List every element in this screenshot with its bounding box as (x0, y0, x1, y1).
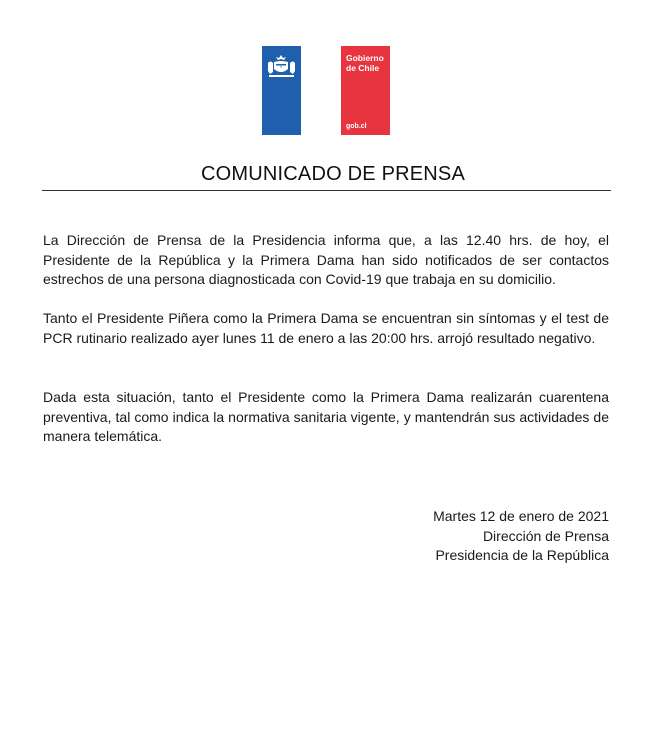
signature-institution: Presidencia de la República (435, 547, 609, 563)
signature-date: Martes 12 de enero de 2021 (433, 508, 609, 524)
logo-url-text: gob.cl (346, 123, 367, 130)
signature-block (433, 507, 609, 566)
paragraph-2: Tanto el Presidente Piñera como la Primera Dama se encuentran sin síntomas y el test de PCR rutinario realizado ayer lunes 11 de enero a las 20:00 hrs. arrojó resultado negativo. (43, 310, 609, 346)
coat-of-arms-icon (265, 54, 298, 80)
paragraph-3: Dada esta situación, tanto el Presidente como la Primera Dama realizarán cuarentena preventiva, tal como indica la normativa sanitaria vigente, y mantendrán sus actividades de manera telemática. (43, 389, 609, 444)
logo-red-panel (341, 46, 390, 135)
paragraph-1: La Dirección de Prensa de la Presidencia informa que, a las 12.40 hrs. de hoy, el Presidente de la República y la Primera Dama han sido notificados de ser contactos estrechos de una persona diagnosticada con Covid-19 que trabaja en su domicilio. (43, 232, 609, 287)
title-divider (42, 190, 611, 191)
logo-gobierno-text: Gobierno de Chile (346, 53, 384, 73)
gobierno-de-chile-logo (262, 46, 390, 135)
signature-office: Dirección de Prensa (482, 527, 609, 544)
page-title: COMUNICADO DE PRENSA (200, 163, 466, 185)
logo-blue-panel (262, 46, 301, 135)
